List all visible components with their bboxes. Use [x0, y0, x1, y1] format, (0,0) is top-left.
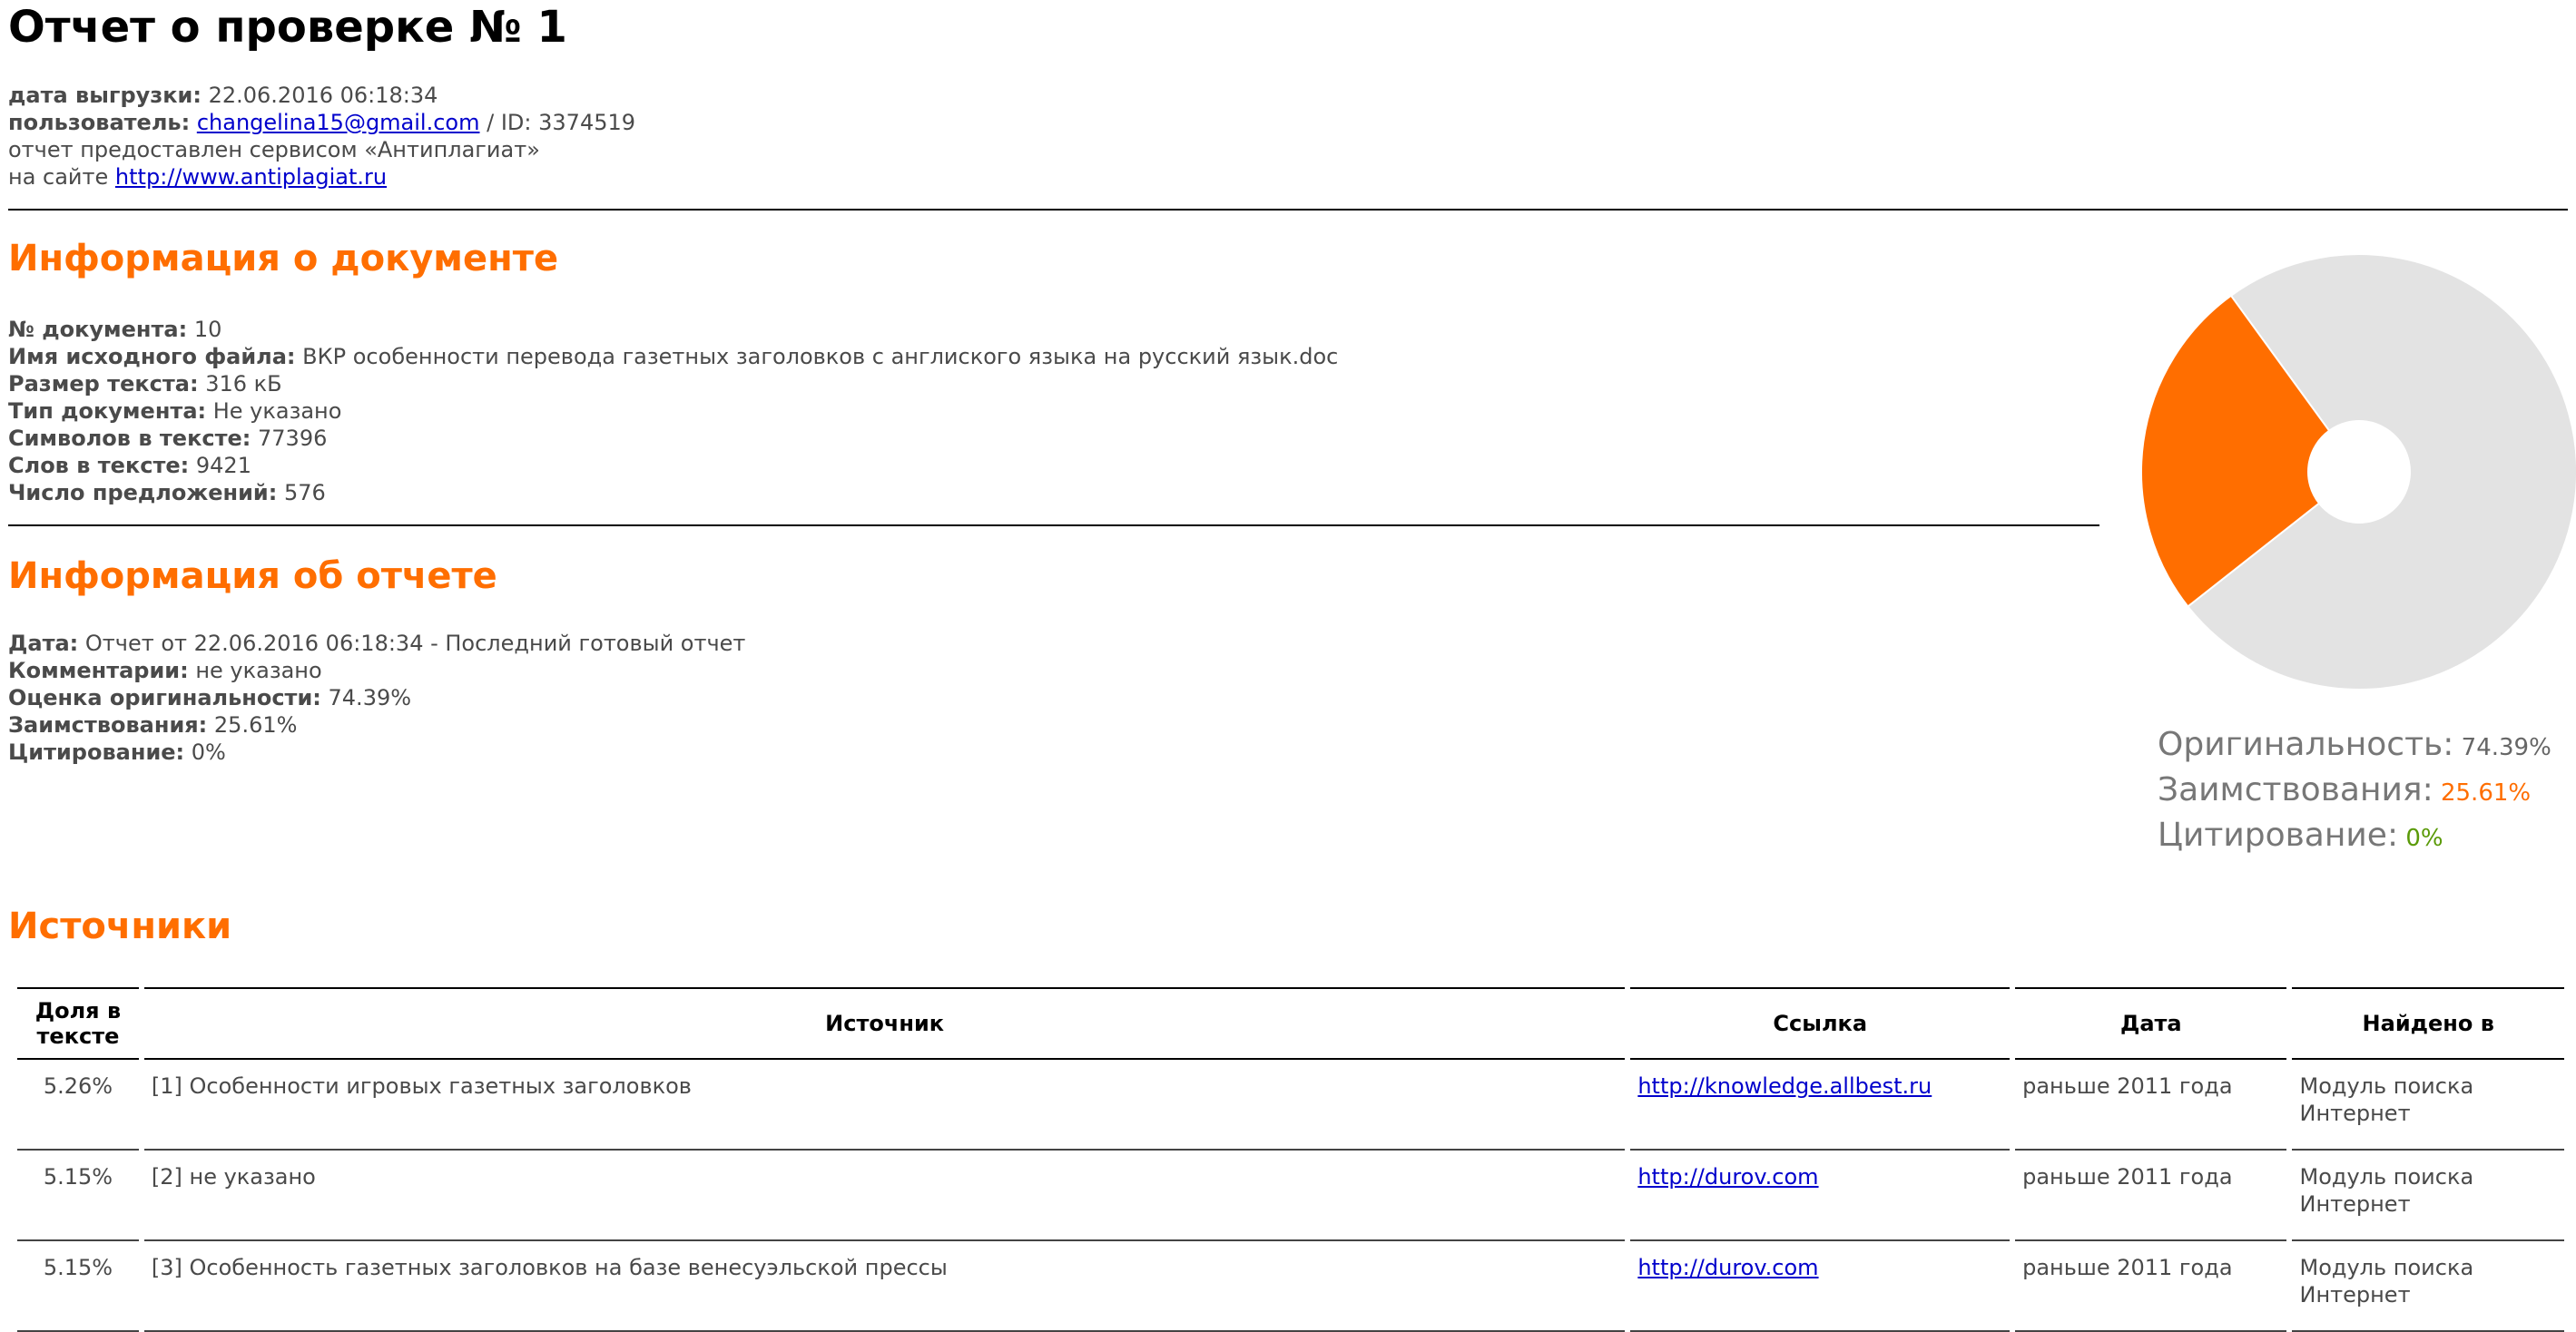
document-info-heading: Информация о документе: [8, 238, 559, 279]
info-row: [8, 684, 745, 711]
column-header: Ссылка: [1630, 987, 2010, 1060]
user-id: / ID: 3374519: [487, 110, 636, 135]
source-cell: [2] не указано: [144, 1151, 1625, 1241]
export-date-value: 22.06.2016 06:18:34: [208, 83, 438, 108]
date-cell: раньше 2011 года: [2015, 1241, 2286, 1332]
link-cell: [1630, 1060, 2010, 1151]
info-label: Слов в тексте:: [8, 453, 190, 478]
legend-row: [2158, 768, 2551, 813]
originality-chart: [2132, 245, 2576, 702]
share-cell: 5.26%: [17, 1060, 139, 1151]
info-label: Число предложений:: [8, 480, 278, 505]
info-label: Дата:: [8, 631, 79, 656]
info-row: [8, 425, 1338, 452]
info-value: Не указано: [206, 398, 342, 424]
info-label: Размер текста:: [8, 371, 199, 397]
source-link[interactable]: http://knowledge.allbest.ru: [1637, 1073, 1932, 1099]
info-row: [8, 711, 745, 739]
table-row: [17, 1241, 2564, 1332]
info-value: 9421: [189, 453, 251, 478]
column-header: Источник: [144, 987, 1625, 1060]
share-cell: 5.15%: [17, 1151, 139, 1241]
source-link[interactable]: http://durov.com: [1637, 1255, 1819, 1280]
date-cell: раньше 2011 года: [2015, 1151, 2286, 1241]
source-link[interactable]: http://durov.com: [1637, 1164, 1819, 1190]
legend-value: 0%: [2398, 825, 2443, 852]
found-in-cell: Модуль поиска Интернет: [2292, 1060, 2564, 1151]
legend-label: Оригинальность:: [2158, 726, 2454, 763]
sources-table: [12, 987, 2570, 1332]
legend-label: Заимствования:: [2158, 771, 2433, 808]
legend-label: Цитирование:: [2158, 817, 2399, 854]
page-title: Отчет о проверке № 1: [8, 2, 567, 53]
info-value: ВКР особенности перевода газетных заголовков с англиского языка на русский язык.doc: [295, 344, 1339, 369]
link-cell: [1630, 1241, 2010, 1332]
source-cell: [1] Особенности игровых газетных заголовков: [144, 1060, 1625, 1151]
column-header: Доля в тексте: [17, 987, 139, 1060]
info-row: [8, 452, 1338, 479]
info-label: Цитирование:: [8, 739, 185, 765]
export-date-label: дата выгрузки:: [8, 83, 202, 108]
info-value: Отчет от 22.06.2016 06:18:34 - Последний готовый отчет: [78, 631, 746, 656]
info-label: Оценка оригинальности:: [8, 685, 321, 710]
info-row: [8, 370, 1338, 397]
report-info-heading: Информация об отчете: [8, 555, 497, 597]
legend-value: 25.61%: [2433, 779, 2532, 807]
info-value: 316 кБ: [198, 371, 282, 397]
table-body: [17, 1060, 2564, 1332]
info-label: № документа:: [8, 317, 188, 342]
sources-heading: Источники: [8, 906, 232, 947]
site-link[interactable]: http://www.antiplagiat.ru: [114, 164, 388, 190]
date-cell: раньше 2011 года: [2015, 1060, 2286, 1151]
source-cell: [3] Особенность газетных заголовков на базе венесуэльской прессы: [144, 1241, 1625, 1332]
info-value: 25.61%: [207, 712, 298, 738]
table-row: [17, 1060, 2564, 1151]
divider: [8, 209, 2568, 211]
info-value: 77396: [251, 426, 328, 451]
found-in-cell: Модуль поиска Интернет: [2292, 1151, 2564, 1241]
info-label: Комментарии:: [8, 658, 189, 683]
info-label: Символов в тексте:: [8, 426, 251, 451]
user-email-link[interactable]: changelina15@gmail.com: [196, 110, 480, 135]
legend-value: 74.39%: [2453, 734, 2551, 761]
info-row: [8, 657, 745, 684]
legend-row: [2158, 722, 2551, 768]
info-value: 10: [187, 317, 222, 342]
info-row: [8, 397, 1338, 425]
divider: [8, 524, 2099, 526]
user-line: [8, 109, 635, 136]
column-header: Найдено в: [2292, 987, 2564, 1060]
info-value: 576: [277, 480, 326, 505]
document-info-list: [8, 316, 1338, 506]
table-header-row: [17, 987, 2564, 1060]
info-label: Имя исходного файла:: [8, 344, 296, 369]
info-row: [8, 739, 745, 766]
export-date-line: [8, 82, 635, 109]
site-line: [8, 163, 635, 191]
info-row: [8, 479, 1338, 506]
info-label: Тип документа:: [8, 398, 207, 424]
site-prefix: на сайте: [8, 164, 109, 190]
user-label: пользователь:: [8, 110, 191, 135]
info-row: [8, 343, 1338, 370]
link-cell: [1630, 1151, 2010, 1241]
pie-chart-svg: [2132, 245, 2576, 699]
info-value: 0%: [184, 739, 226, 765]
report-meta: [8, 82, 635, 191]
info-row: [8, 316, 1338, 343]
found-in-cell: Модуль поиска Интернет: [2292, 1241, 2564, 1332]
report-info-list: [8, 630, 745, 766]
info-label: Заимствования:: [8, 712, 208, 738]
column-header: Дата: [2015, 987, 2286, 1060]
info-value: не указано: [188, 658, 322, 683]
info-value: 74.39%: [320, 685, 412, 710]
chart-legend: [2158, 722, 2551, 858]
provided-by-line: отчет предоставлен сервисом «Антиплагиат»: [8, 137, 540, 162]
share-cell: 5.15%: [17, 1241, 139, 1332]
table-row: [17, 1151, 2564, 1241]
info-row: [8, 630, 745, 657]
legend-row: [2158, 813, 2551, 858]
